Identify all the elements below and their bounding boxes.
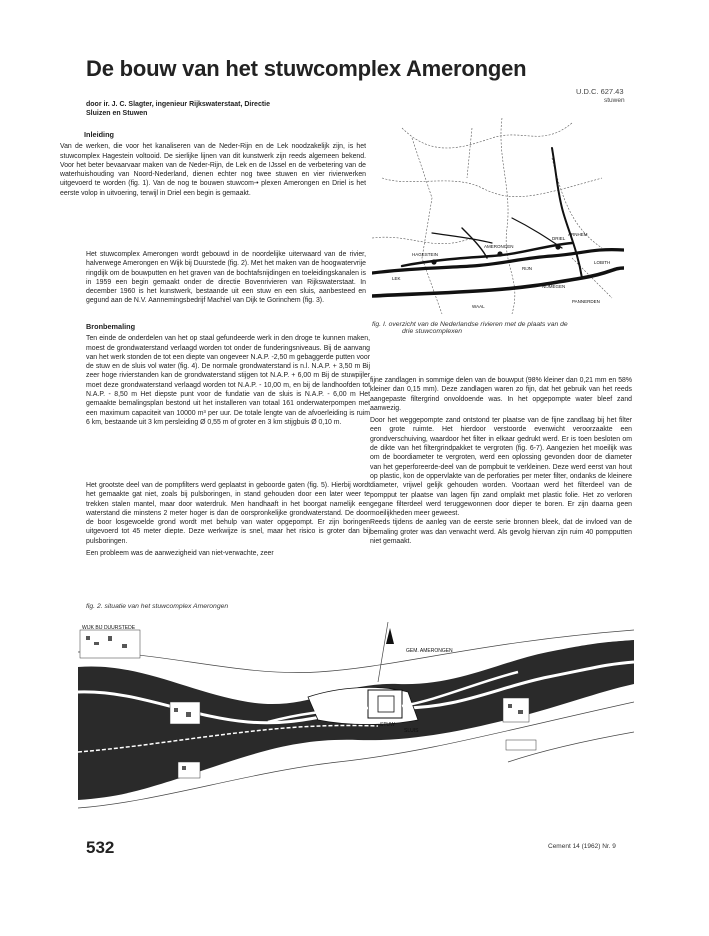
map-label: ARNHEM: [568, 232, 588, 237]
journal-reference: Cement 14 (1962) Nr. 9: [548, 843, 616, 850]
udc-code: U.D.C. 627.43: [576, 87, 624, 96]
left-column-bronbemaling: [86, 322, 370, 427]
paragraph: fijne zandlagen in sommige delen van de bouwput (98% kleiner dan 0,21 mm en 58% kleiner dan 0,15 mm). Deze zandlagen waren zo fijn, dat het gebruik van het reeds aangepaste filtergrind onvoldoende was. In het opgepompte water bleef zand aanwezig.: [370, 377, 632, 412]
fig1-caption-line-1: fig. I. overzicht van de Nederlandse rivieren met de plaats van de: [372, 321, 568, 328]
map-label: AMERONGEN: [484, 244, 514, 249]
map-label: LOBITH: [594, 260, 611, 265]
map-label: WAAL: [472, 304, 485, 309]
left-column-p3: [86, 481, 370, 558]
fig1-caption-line-2: drie stuwcomplexen: [402, 328, 463, 335]
section-heading-inleiding: Inleiding: [84, 130, 114, 139]
paragraph: Reeds tijdens de aanleg van de eerste serie bronnen bleek, dat de invloed van de bemaling groter was dan verwacht werd. Als gevolg hiervan zijn ruim 40 pompputten niet gemaakt.: [370, 519, 632, 546]
fig1-river-map: [372, 118, 624, 314]
map-label: WIJK BIJ DUURSTEDE: [82, 625, 136, 631]
map-label: STUW: [380, 722, 395, 728]
fig1-caption: [372, 321, 632, 335]
section-heading-bronbemaling: Bronbemaling: [86, 322, 136, 331]
map-label: LEK: [392, 276, 401, 281]
paragraph: Het grootste deel van de pompfilters werd geplaatst in geboorde gaten (fig. 5). Hierbij wordt het gemaakte gat niet, zoals bij pulsboringen, in stand gehouden door een later weer te trekken stalen mantel, maar door waterdruk. Men handhaaft in het boorgat namelijk een waterstand die minstens 2 meter hoger is dan de oorspronkelijke grondwaterstand. De door de boor losgewoelde grond wordt met behulp van water opgepompt. Er zijn boringen uitgevoerd tot 45 meter diepte. Deze werkwijze is snel, maar het risico is groter dan bij pulsboringen.: [86, 482, 370, 545]
paragraph: Een probleem was de aanwezigheid van niet-verwachte, zeer: [86, 550, 274, 558]
paragraph: Door het weggepompte zand ontstond ter plaatse van de fijne zandlaag bij het filter een grote ruimte. Het hierdoor verstoorde evenwicht veroorzaakte een grondverschuiving, waardoor het filter in elkaar gedrukt werd. Er is toen besloten om de dikte van het filtergrindpakket te vergroten (fig. 6-7). Aangezien het moeilijk was om de boordiameter te vergroten, werd een oplossing gevonden door de diameter van het geperforeerde-deel van de pompbuit te verkleinen. Deze werd eerst van hout op plastic, kon de oppervlakte van de perforaties per meter filter, ondanks de kleinere diameter, vrijwel gelijk gehouden worden. Voortaan werd het filterdeel van de pompput ter plaatse van lagen fijn zand omplakt met plastic folie. Het zo verloren gegane filterdeel werd teruggewonnen door dieper te boren. Er zijn daarna geen moeilijkheden meer geweest.: [370, 417, 632, 518]
byline-line-2: Sluizen en Stuwen: [86, 110, 148, 117]
fig2-caption: fig. 2. situatie van het stuwcomplex Amerongen: [86, 603, 229, 610]
page-number: 532: [86, 838, 115, 857]
left-column-p2: [86, 250, 366, 306]
map-label: PANNERDEN: [572, 299, 600, 304]
article-title: De bouw van het stuwcomplex Amerongen: [86, 56, 527, 81]
map-label: RIJN: [522, 266, 532, 271]
left-column-top: [60, 130, 366, 198]
right-column: [370, 376, 632, 546]
udc-subject: stuwen: [604, 97, 625, 104]
byline: [86, 100, 356, 118]
map-label: HAGESTEIN: [412, 252, 439, 257]
map-label: DRIEL: [552, 236, 566, 241]
paragraph: Ten einde de onderdelen van het op staal gefundeerde werk in den droge te kunnen maken, moest de grondwaterstand verlaagd worden tot onder de funderingsniveaus. Bij de aanvang van het werk stonden de tot een diepte van ongeveer N.A.P. -2,50 m gebaggerde putten voor de stuw en de sluis vol water (fig. 4). De normale grondwaterstand is n.l. N.A.P. + 3,50 m Bij zeer hoge rivierstanden kan de grondwaterstand stijgen tot N.A.P. + 6,00 m Bij de stuwpijler moet deze grondwaterstand verlaagd worden tot N.A.P. - 10,00 m, en bij de landhoofden tot N.A.P. - 8,50 m Het diepste punt voor de fundatie van de sluis is N.A.P. - 6,00 m Het gemaakte bemalingsplan bestond uit het installeren van totaal 161 onderwaterpompen met een maximum capaciteit van 10000 m³ per uur. De totale lengte van de afvoerleiding is ruim 6 km, bestaande uit 3 km persleiding Ø 0,55 m of groter en 3 km stijgbuis Ø 0,10 m.: [86, 335, 370, 426]
map-label: NIJMEGEN: [542, 284, 566, 289]
fig2-situation-map: [78, 622, 634, 810]
map-label: GEM. AMERONGEN: [406, 648, 453, 654]
map-label: SLUIS: [404, 728, 419, 734]
paragraph: Van de werken, die voor het kanaliseren van de Neder-Rijn en de Lek noodzakelijk zijn, is het stuwcomplex Hagestein voltooid. De sierlijke lijnen van dit kunstwerk zijn reeds algemeen bekend. Voor het beter bevaarvaar maken van de Neder-Rijn, de Lek en de IJssel en de verbetering van de waterhuishouding van Noord-Nederland, dienen echter nog twee stuwen en vier rivierwerken uitgevoerd te worden (fig. 1). Van de nog te bouwen stuwcom-• plexen Amerongen en Driel is het eerste volop in uitvoering, terwijl in Driel een begin is gemaakt.: [60, 143, 366, 197]
paragraph: Het stuwcomplex Amerongen wordt gebouwd in de noordelijke uiterwaard van de rivier, halverwege Amerongen en Wijk bij Duurstede (fig. 2). Met het maken van de hoogwatervrije ringdijk om de bouwputten en het graven van de bochtafsnijdingen en toeleidingskanalen is in 1959 een begin gemaakt onder de directie Bovenrivieren van Rijkswaterstaat. In december 1960 is het kunstwerk, bestaande uit een stuw en een sluis, aanbesteed en gegund aan de N.V. Aannemingsbedrijf Machiel van Dijk te Gorinchem (fig. 3).: [86, 251, 366, 305]
byline-line-1: door ir. J. C. Slagter, ingenieur Rijkswaterstaat, Directie: [86, 101, 271, 108]
